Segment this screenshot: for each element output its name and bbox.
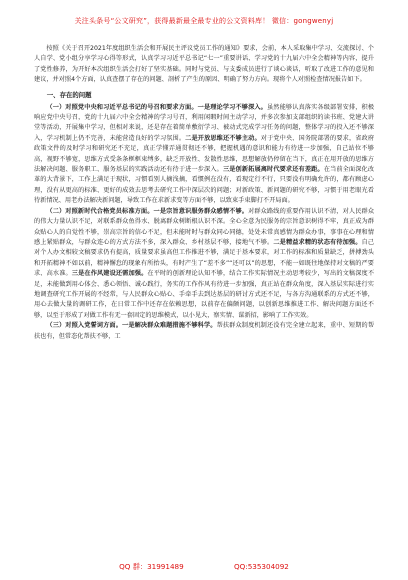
footer-qq: QQ:535304092 (233, 562, 289, 571)
intro-paragraph: 按照《关于召开2021年度组织生活会和开展民主评议党员工作的通知》要求，会前，本人采取集中学习、交流探讨、个人自学、党小组分享学习心得等形式，认真学习习近平总书记“七一”重要讲话、学习党的十九届六中全会精神等内容，提升了党性修养，为开好本次组织生活会打好了坚实基础。同时与党员、与支委成员进行了谈心谈话，听取了改进工作的意见和建议，并对照4个方面，认真查摆了存在的问题、剖析了产生的原因、明确了努力方向。现将个人对照检查情况报告如下。 (34, 45, 374, 84)
document-body (34, 44, 374, 342)
item2-point3-lead: 三是在作风建设还需加强。 (71, 270, 148, 278)
item2-point3-body: 在平时的创新理论认知不够，结合工作实际情况主动思考较少，写出的文稿深度不足，未能做到用心体会、悉心领悟、诚心践行，务实的工作作风有待进一步加强，真正站在群众角度，深入基层实际进行实地调查研究工作开展的不经常，与人民群众心贴心、手牵手去到达基层的研讨方式还不足，与各方沟通联系的方式还不够，用心去做大量的调研工作，在日常工作中还存在依赖思想，以前存在偏颇问题，以创新思维推进工作、解决问题方面还不够，以至于形成了对做工作有无一套固定的思维模式，以小见大，察实情、谋新招，影响了工作实效。 (34, 270, 375, 319)
item1-paragraph (34, 103, 374, 207)
item2-body: 对群众路线的重要作用认识不清，对人民群众的伟大力量认识不足，对联系群众鱼得水、脱离群众树断根认识不深。全心全意为民服务的宗旨意识树得不牢，真正成为群众贴心人的自觉性不够，崇高宗旨的信心不足，但未能时时与群众同心同德，处处未常真感情为群众办事，事事在心理和情感上紧贴群众，与群众连心的方式方法不多，深入群众、乡村基层不够，接地气不够。 (34, 207, 375, 246)
item3-body: 帮扶群众制度机制还没有完全建立起来，重中、短期的帮扶也有，但常态化帮扶不够，工 (34, 322, 375, 340)
item1-point3-lead: 三是创新拓展离时代要求还有差距。 (222, 166, 324, 174)
item2-point2-lead: 二是精益求精的状态有待加强。 (273, 238, 362, 246)
footer-contact (0, 562, 408, 572)
item1-lead: （一）对照党中央和习近平总书记的号召和要求方面。一是理论学习不够深入。 (46, 103, 267, 111)
header-banner: 关注头条号“公文研究”，获得最新最全最专业的公文资料库！ 微信：gongwenyj (74, 17, 334, 25)
item1-point2-lead: 二是开放思维还不够主动。 (185, 134, 261, 142)
item1-point3-body: 在当前全面深化改革的大背景下，工作上满足于现状，习惯看别人摘浅摘，看惯例在没有，看现定行不行，只要没有明确允许的，都有顾虑心理，没有从更高的标准、更好的成效去思考去研究工作中深层次的问题；对新政策、新问题的研究不够，习惯于用老眼光看待新情况、用老办法解决新问题，导致工作在求新求变等方面不够，以致束手束脚打不开局面。 (34, 166, 375, 205)
item3-lead: （三）对照入党誓词方面。一是解决群众难题措施不够科学。 (46, 322, 217, 330)
item2-point2-body: 自己对个人办文相较文稿要求仍有提高，质量要求虽高但工作推进不够，满足于基本要求，对工作的标准和质量缺乏，拼搏劲头和开拓精神不如以前，精神懈怠的现象有所抬头，有时产生了“差不多”“还可以”的思想，不能一如既往地保持对文稿的严要求、高水准。 (34, 238, 375, 278)
item2-paragraph (34, 207, 374, 321)
item1-point2-body: 对于党中央、国务院部署的要求，省政府政策文件的及时学习和研究还不充足，真正学懂弄通贯彻还不够，把握机遇的意识和能力有待进一步加强，自己站位不够高，视野不够宽，思维方式受条条框框束缚多，缺乏开放性、发散性思维，思想解放仍停留在当下，真正在用开放的思维方法解决问题、服务职工、服务基层的实践活动还有待于进一步深入。 (34, 134, 375, 174)
footer-qq-group: QQ 群：31991489 (119, 562, 184, 571)
section-title: 一、存在的问题 (46, 90, 92, 99)
item1-body: 虽然能够认真落实各级部署安排，积极响应党中央号召，党的十九届六中全会精神的学习号召，利用闲暇时间主动学习，并多次参加支部组织的读书班、党建大讲堂等活动，开展集中学习，但相对来说，还是存在着简单敷衍学习、被动式完成学习任务的问题，整体学习的投入还不够深入，学习机制上仍不完善，未能营造良好的学习氛围。 (34, 103, 375, 142)
item2-lead: （二）对照新时代合格党员标准方面。一是宗旨意识服务群众感情不够。 (46, 207, 249, 215)
item3-paragraph (34, 321, 374, 342)
